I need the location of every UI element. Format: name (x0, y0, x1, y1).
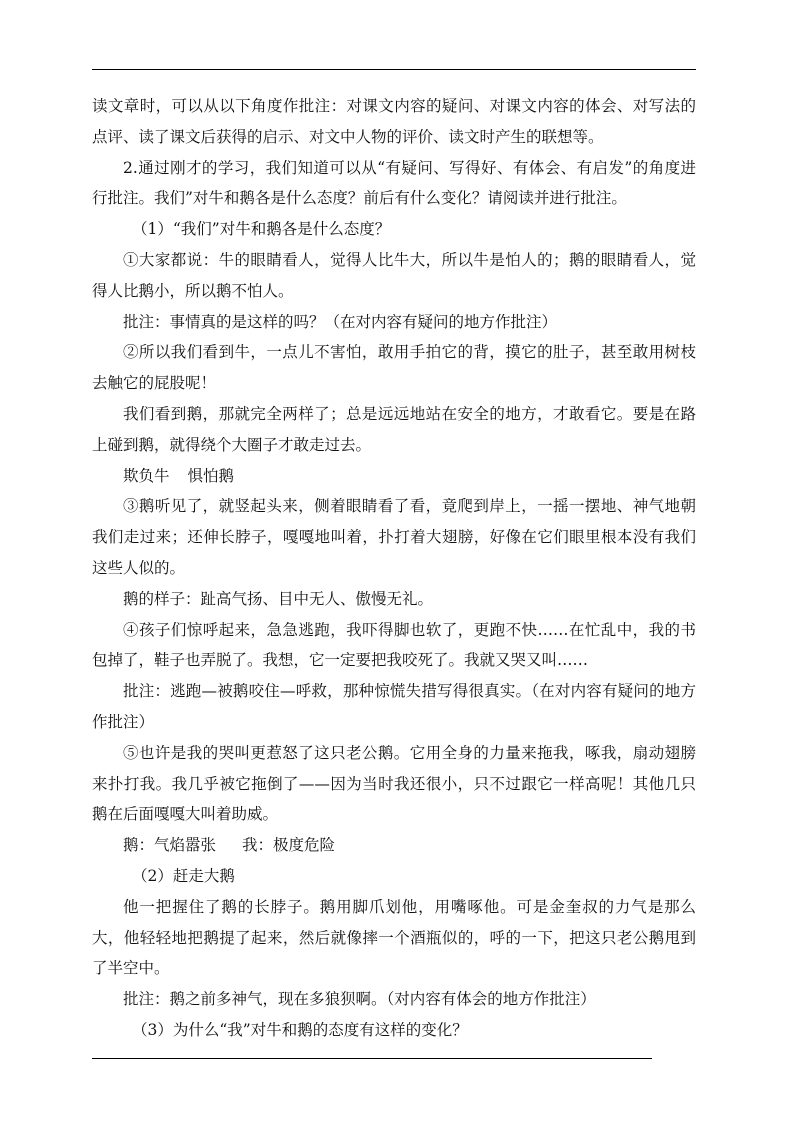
summary-goose-me (92, 830, 696, 861)
paragraph-excerpt-4: ④孩子们惊呼起来，急急逃跑，我吓得脚也软了，更跑不快……在忙乱中，我的书包掉了，鞋子也弄脱了。我想，它一定要把我咬死了。我就又哭又叫…… (92, 620, 696, 670)
summary-bully-ox: 欺负牛 (123, 466, 170, 485)
summary-bully-fear (92, 461, 696, 492)
summary-me: 我：极度危险 (242, 836, 336, 855)
paragraph-excerpt-1: ①大家都说：牛的眼睛看人，觉得人比牛大，所以牛是怕人的；鹅的眼睛看人，觉得人比鹅小，所以鹅不怕人。 (92, 250, 696, 300)
footer-rule (92, 1058, 652, 1059)
paragraph-excerpt-2: ②所以我们看到牛，一点儿不害怕，敢用手拍它的背，摸它的肚子，甚至敢用树枝去触它的屁股呢！ (92, 343, 696, 393)
paragraph-excerpt-6: 他一把握住了鹅的长脖子。鹅用脚爪划他，用嘴啄他。可是金奎叔的力气是那么大，他轻轻地把鹅提了起来，然后就像摔一个酒瓶似的，呼的一下，把这只老公鹅甩到了半空中。 (92, 897, 696, 978)
summary-goose: 鹅：气焰嚣张 (123, 836, 217, 855)
annotation-goose-look: 鹅的样子：趾高气扬、目中无人、傲慢无礼。 (123, 589, 434, 608)
paragraph-excerpt-2b: 我们看到鹅，那就完全两样了；总是远远地站在安全的地方，才敢看它。要是在路上碰到鹅，就得绕个大圈子才敢走过去。 (92, 404, 696, 454)
subheading-3: （3）为什么“我”对牛和鹅的态度有这样的变化？ (132, 1020, 468, 1039)
annotation-3: 批注：鹅之前多神气，现在多狼狈啊。（对内容有体会的地方作批注） (123, 990, 596, 1009)
annotation-2: 批注：逃跑—被鹅咬住—呼救，那种惊慌失措写得很真实。（在对内容有疑问的地方作批注） (92, 682, 696, 731)
paragraph-question-2: 2.通过刚才的学习，我们知道可以从“有疑问、写得好、有体会、有启发”的角度进行批注。我们”对牛和鹅各是什么态度？前后有什么变化？请阅读并进行批注。 (92, 158, 696, 208)
subheading-2: （2）赶走大鹅 (132, 866, 235, 885)
subheading-1: （1）“我们”对牛和鹅各是什么态度？ (132, 220, 391, 239)
header-rule (92, 69, 696, 70)
paragraph-excerpt-3: ③鹅听见了，就竖起头来，侧着眼睛看了看，竟爬到岸上，一摇一摆地、神气地朝我们走过来；还伸长脖子，嘎嘎地叫着，扑打着大翅膀，好像在它们眼里根本没有我们这些人似的。 (92, 497, 696, 577)
annotation-1: 批注：事情真的是这样的吗？（在对内容有疑问的地方作批注） (123, 312, 558, 331)
paragraph-annotation-angles: 读文章时，可以从以下角度作批注：对课文内容的疑问、对课文内容的体会、对写法的点评、读了课文后获得的启示、对文中人物的评价、读文时产生的联想等。 (92, 97, 696, 146)
summary-fear-goose: 惧怕鹅 (187, 466, 235, 485)
paragraph-excerpt-5: ⑤也许是我的哭叫更惹怒了这只老公鹅。它用全身的力量来拖我，啄我，扇动翅膀来扑打我。我几乎被它拖倒了——因为当时我还很小，只不过跟它一样高呢！其他几只鹅在后面嘎嘎大叫着助威。 (92, 743, 696, 824)
document-body (92, 91, 696, 1046)
